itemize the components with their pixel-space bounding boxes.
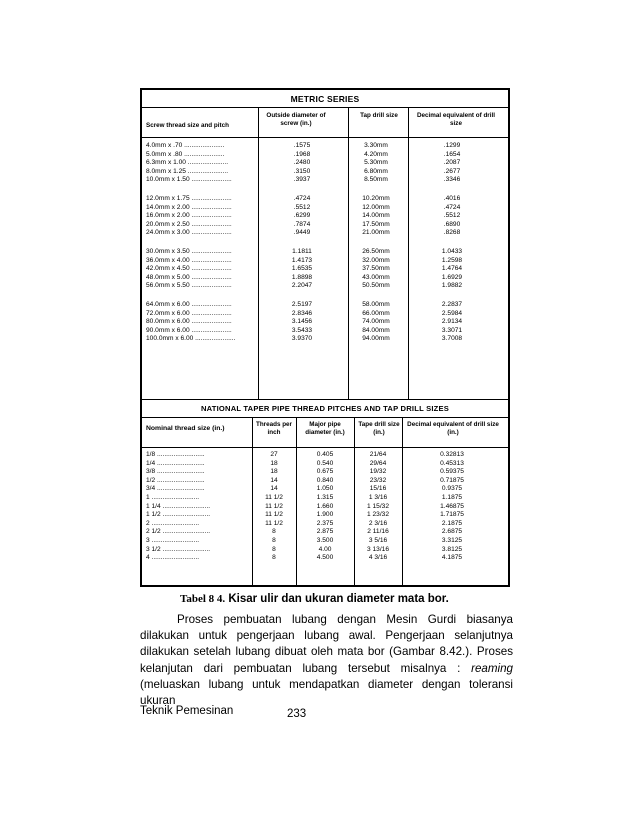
outside-diameter-cell: .6299 xyxy=(293,212,311,220)
nominal-size-cell: 4 .......................... xyxy=(146,554,200,562)
nominal-size-cell: 1 .......................... xyxy=(146,494,200,501)
thread-size-cell: 20.0mm x 2.50 ...................... xyxy=(146,220,232,228)
tap-drill-cell: 5.30mm xyxy=(364,159,388,167)
decimal-equivalent-cell: 1.9882 xyxy=(441,282,463,290)
thread-size-cell: 36.0mm x 4.00 ...................... xyxy=(146,256,232,264)
thread-size-cell: 10.0mm x 1.50 ...................... xyxy=(146,176,232,184)
decimal-equivalent-cell: 2.6875 xyxy=(441,528,463,536)
decimal-equivalent-cell: 1.2598 xyxy=(441,256,463,264)
thread-size-cell: 6.3mm x 1.00 ...................... xyxy=(146,159,229,167)
tap-drill-cell: 1 23/32 xyxy=(367,511,389,519)
threads-per-inch-cell: 11 1/2 xyxy=(265,494,283,501)
outside-diameter-cell: .7874 xyxy=(293,220,311,228)
decimal-equivalent-cell: .8268 xyxy=(443,229,461,237)
outside-diameter-cell: 2.5197 xyxy=(291,301,313,308)
table-row xyxy=(142,221,508,230)
decimal-equivalent-cell: 2.5984 xyxy=(441,309,463,317)
threads-per-inch-cell: 14 xyxy=(270,485,278,493)
divider xyxy=(142,447,508,448)
footer-book-title: Teknik Pemesinan xyxy=(140,705,234,717)
table-row xyxy=(142,168,508,177)
table-row xyxy=(142,248,508,257)
scanned-table-image xyxy=(140,88,510,587)
table-row xyxy=(142,265,508,274)
table-row xyxy=(142,546,508,555)
thread-size-cell: 80.0mm x 6.00 ...................... xyxy=(146,318,232,326)
major-diameter-cell: 1.315 xyxy=(316,494,334,501)
major-diameter-cell: 4.00 xyxy=(318,545,332,553)
metric-series-title: METRIC SERIES xyxy=(290,94,360,104)
taper-header-tap: Tape drill size (in.) xyxy=(358,421,400,436)
threads-per-inch-cell: 27 xyxy=(270,451,278,458)
tap-drill-cell: 15/16 xyxy=(369,485,387,493)
tap-drill-cell: 17.50mm xyxy=(362,220,390,228)
major-diameter-cell: 0.675 xyxy=(316,468,334,476)
tap-drill-cell: 74.00mm xyxy=(362,318,390,326)
table-row xyxy=(142,554,508,563)
major-diameter-cell: 0.540 xyxy=(316,459,334,467)
thread-size-cell: 100.0mm x 6.00 ...................... xyxy=(146,335,236,343)
tap-drill-cell: 37.50mm xyxy=(362,265,390,273)
taper-section-title: NATIONAL TAPER PIPE THREAD PITCHES AND TAP DRILL SIZES xyxy=(200,404,450,413)
divider xyxy=(142,399,508,400)
nominal-size-cell: 1/8 .......................... xyxy=(146,451,205,458)
nominal-size-cell: 2 1/2 .......................... xyxy=(146,528,211,536)
metric-header-od: Outside diameter of screw (in.) xyxy=(266,112,326,127)
threads-per-inch-cell: 18 xyxy=(270,468,278,476)
outside-diameter-cell: 3.9370 xyxy=(291,335,313,343)
major-diameter-cell: 2.375 xyxy=(316,519,334,527)
tap-drill-cell: 26.50mm xyxy=(362,248,390,255)
taper-header-size: Nominal thread size (in.) xyxy=(146,425,225,432)
outside-diameter-cell: 2.2047 xyxy=(291,282,313,290)
tap-drill-cell: 2 3/16 xyxy=(368,519,388,527)
thread-size-cell: 42.0mm x 4.50 ...................... xyxy=(146,265,232,273)
threads-per-inch-cell: 11 1/2 xyxy=(265,519,283,527)
taper-header-decimal: Decimal equivalent of drill size (in.) xyxy=(407,421,499,436)
decimal-equivalent-cell: 2.2837 xyxy=(441,301,463,308)
decimal-equivalent-cell: 0.71875 xyxy=(440,476,464,484)
threads-per-inch-cell: 8 xyxy=(272,528,276,536)
major-diameter-cell: 1.050 xyxy=(316,485,334,493)
major-diameter-cell: 0.405 xyxy=(316,451,334,458)
thread-size-cell: 30.0mm x 3.50 ...................... xyxy=(146,248,232,255)
outside-diameter-cell: 1.1811 xyxy=(292,248,312,255)
major-diameter-cell: 4.500 xyxy=(316,554,334,562)
nominal-size-cell: 3 .......................... xyxy=(146,537,200,544)
major-diameter-cell: 0.840 xyxy=(316,476,334,484)
tap-drill-cell: 29/64 xyxy=(369,459,387,467)
table-row xyxy=(142,318,508,327)
paragraph-text: Proses pembuatan lubang dengan Mesin Gurdi biasanya dilakukan untuk pengerjaan lubang awal. Pengerjaan selanjutnya dilakukan setelah lubang dibuat oleh mata bor (Gambar 8.42.). Proses kelanjutan dari pembuatan lubang tersebut misalnya : xyxy=(140,613,513,675)
tap-drill-cell: 3 13/16 xyxy=(367,545,389,553)
nominal-size-cell: 3/8 .......................... xyxy=(146,468,205,476)
table-row xyxy=(142,204,508,213)
table-caption xyxy=(180,593,449,605)
decimal-equivalent-cell: 3.8125 xyxy=(441,545,463,553)
decimal-equivalent-cell: .3346 xyxy=(443,176,461,184)
threads-per-inch-cell: 8 xyxy=(272,537,276,544)
table-row xyxy=(142,477,508,486)
decimal-equivalent-cell: 4.1875 xyxy=(441,554,463,562)
major-diameter-cell: 2.875 xyxy=(316,528,334,536)
decimal-equivalent-cell: 2.9134 xyxy=(441,318,463,326)
caption-label: Tabel 8 4. xyxy=(180,593,226,605)
tap-drill-cell: 8.50mm xyxy=(364,176,388,184)
tap-drill-cell: 21.00mm xyxy=(362,229,390,237)
tap-drill-cell: 21/64 xyxy=(369,451,387,458)
decimal-equivalent-cell: .5512 xyxy=(443,212,461,220)
table-row xyxy=(142,494,508,503)
threads-per-inch-cell: 8 xyxy=(272,554,276,562)
tap-drill-cell: 10.20mm xyxy=(362,195,390,202)
outside-diameter-cell: 1.4173 xyxy=(291,256,313,264)
thread-size-cell: 72.0mm x 6.00 ...................... xyxy=(146,309,232,317)
thread-size-cell: 64.0mm x 6.00 ...................... xyxy=(146,301,232,308)
table-row xyxy=(142,282,508,291)
threads-per-inch-cell: 11 1/2 xyxy=(265,511,283,519)
taper-header-major: Major pipe diameter (in.) xyxy=(305,421,345,436)
thread-size-cell: 90.0mm x 6.00 ...................... xyxy=(146,326,232,334)
tap-drill-cell: 19/32 xyxy=(369,468,387,476)
decimal-equivalent-cell: 1.6929 xyxy=(441,273,463,281)
table-row xyxy=(142,301,508,310)
thread-size-cell: 24.0mm x 3.00 ...................... xyxy=(146,229,232,237)
outside-diameter-cell: 1.6535 xyxy=(291,265,313,273)
table-row xyxy=(142,257,508,266)
decimal-equivalent-cell: 1.4764 xyxy=(441,265,463,273)
tap-drill-cell: 4.20mm xyxy=(364,150,388,158)
thread-size-cell: 16.0mm x 2.00 ...................... xyxy=(146,212,232,220)
tap-drill-cell: 58.00mm xyxy=(362,301,390,308)
tap-drill-cell: 50.50mm xyxy=(362,282,390,290)
tap-drill-cell: 94.00mm xyxy=(362,335,390,343)
major-diameter-cell: 1.900 xyxy=(316,511,334,519)
decimal-equivalent-cell: .2087 xyxy=(443,159,461,167)
table-row xyxy=(142,212,508,221)
decimal-equivalent-cell: 1.1875 xyxy=(441,494,463,501)
nominal-size-cell: 1 1/2 .......................... xyxy=(146,511,211,519)
metric-header-size: Screw thread size and pitch xyxy=(146,122,229,129)
table-row xyxy=(142,142,508,151)
table-row xyxy=(142,528,508,537)
table-row xyxy=(142,274,508,283)
thread-size-cell: 4.0mm x .70 ...................... xyxy=(146,142,225,149)
tap-drill-cell: 3 5/16 xyxy=(368,537,388,544)
decimal-equivalent-cell: 3.7008 xyxy=(441,335,463,343)
tap-drill-cell: 1 15/32 xyxy=(367,502,389,510)
thread-size-cell: 5.0mm x .80 ...................... xyxy=(146,150,225,158)
tap-drill-cell: 66.00mm xyxy=(362,309,390,317)
outside-diameter-cell: .2480 xyxy=(293,159,311,167)
decimal-equivalent-cell: 3.3071 xyxy=(441,326,463,334)
decimal-equivalent-cell: .4016 xyxy=(443,195,461,202)
metric-header-decimal: Decimal equivalent of drill size xyxy=(416,112,496,127)
decimal-equivalent-cell: 0.59375 xyxy=(440,468,464,476)
outside-diameter-cell: .5512 xyxy=(293,203,311,211)
paragraph-text-end: (meluaskan lubang untuk mendapatkan diameter dengan toleransi ukuran xyxy=(140,677,513,708)
tap-drill-cell: 12.00mm xyxy=(362,203,390,211)
decimal-equivalent-cell: 1.46875 xyxy=(440,502,464,510)
nominal-size-cell: 1 1/4 .......................... xyxy=(146,502,211,510)
tap-drill-cell: 32.00mm xyxy=(362,256,390,264)
threads-per-inch-cell: 18 xyxy=(270,459,278,467)
nominal-size-cell: 3/4 .......................... xyxy=(146,485,205,493)
thread-size-cell: 12.0mm x 1.75 ...................... xyxy=(146,195,232,202)
divider xyxy=(142,137,508,138)
decimal-equivalent-cell: .1654 xyxy=(443,150,461,158)
tap-drill-cell: 6.80mm xyxy=(364,167,388,175)
outside-diameter-cell: .9449 xyxy=(293,229,311,237)
tap-drill-cell: 4 3/16 xyxy=(368,554,388,562)
decimal-equivalent-cell: 0.45313 xyxy=(440,459,464,467)
decimal-equivalent-cell: 1.0433 xyxy=(441,248,463,255)
table-row xyxy=(142,159,508,168)
outside-diameter-cell: .3937 xyxy=(293,176,311,184)
table-row xyxy=(142,537,508,546)
thread-size-cell: 56.0mm x 5.50 ...................... xyxy=(146,282,232,290)
thread-size-cell: 8.0mm x 1.25 ...................... xyxy=(146,167,229,175)
decimal-equivalent-cell: .1299 xyxy=(443,142,461,149)
divider xyxy=(142,107,508,108)
table-row xyxy=(142,503,508,512)
divider xyxy=(142,417,508,418)
tap-drill-cell: 1 3/16 xyxy=(368,494,388,501)
decimal-equivalent-cell: 0.32813 xyxy=(440,451,464,458)
threads-per-inch-cell: 8 xyxy=(272,545,276,553)
outside-diameter-cell: 3.5433 xyxy=(291,326,313,334)
table-row xyxy=(142,460,508,469)
outside-diameter-cell: .3150 xyxy=(293,167,311,175)
outside-diameter-cell: 2.8346 xyxy=(291,309,313,317)
table-row xyxy=(142,485,508,494)
outside-diameter-cell: 1.8898 xyxy=(291,273,313,281)
paragraph-emphasis: reaming xyxy=(471,661,513,675)
decimal-equivalent-cell: .4724 xyxy=(443,203,461,211)
decimal-equivalent-cell: 2.1875 xyxy=(441,519,463,527)
major-diameter-cell: 3.500 xyxy=(316,537,334,544)
table-row xyxy=(142,511,508,520)
body-paragraph xyxy=(140,612,513,709)
table-row xyxy=(142,229,508,238)
decimal-equivalent-cell: .2677 xyxy=(443,167,461,175)
table-row xyxy=(142,195,508,204)
table-row xyxy=(142,151,508,160)
outside-diameter-cell: 3.1456 xyxy=(291,318,313,326)
major-diameter-cell: 1.660 xyxy=(316,502,334,510)
tap-drill-cell: 14.00mm xyxy=(362,212,390,220)
nominal-size-cell: 1/4 .......................... xyxy=(146,459,205,467)
thread-size-cell: 14.0mm x 2.00 ...................... xyxy=(146,203,232,211)
decimal-equivalent-cell: .6890 xyxy=(443,220,461,228)
table-row xyxy=(142,520,508,529)
decimal-equivalent-cell: 0.9375 xyxy=(441,485,463,493)
taper-header-tpi: Threads per inch xyxy=(255,421,293,436)
caption-text: Kisar ulir dan ukuran diameter mata bor. xyxy=(228,593,449,605)
table-row xyxy=(142,335,508,344)
outside-diameter-cell: .1968 xyxy=(293,150,311,158)
table-row xyxy=(142,310,508,319)
thread-size-cell: 48.0mm x 5.00 ...................... xyxy=(146,273,232,281)
nominal-size-cell: 2 .......................... xyxy=(146,519,200,527)
nominal-size-cell: 3 1/2 .......................... xyxy=(146,545,211,553)
outside-diameter-cell: .4724 xyxy=(293,195,311,202)
metric-header-tap: Tap drill size xyxy=(360,112,398,119)
table-row xyxy=(142,176,508,185)
table-row xyxy=(142,327,508,336)
page-number: 233 xyxy=(287,708,307,720)
threads-per-inch-cell: 14 xyxy=(270,476,278,484)
table-row xyxy=(142,451,508,460)
tap-drill-cell: 84.00mm xyxy=(362,326,390,334)
tap-drill-cell: 2 11/16 xyxy=(367,528,389,536)
decimal-equivalent-cell: 3.3125 xyxy=(441,537,463,544)
table-row xyxy=(142,468,508,477)
decimal-equivalent-cell: 1.71875 xyxy=(440,511,464,519)
tap-drill-cell: 3.30mm xyxy=(364,142,388,149)
tap-drill-cell: 43.00mm xyxy=(362,273,390,281)
tap-drill-cell: 23/32 xyxy=(369,476,387,484)
threads-per-inch-cell: 11 1/2 xyxy=(265,502,283,510)
outside-diameter-cell: .1575 xyxy=(293,142,311,149)
nominal-size-cell: 1/2 .......................... xyxy=(146,476,205,484)
